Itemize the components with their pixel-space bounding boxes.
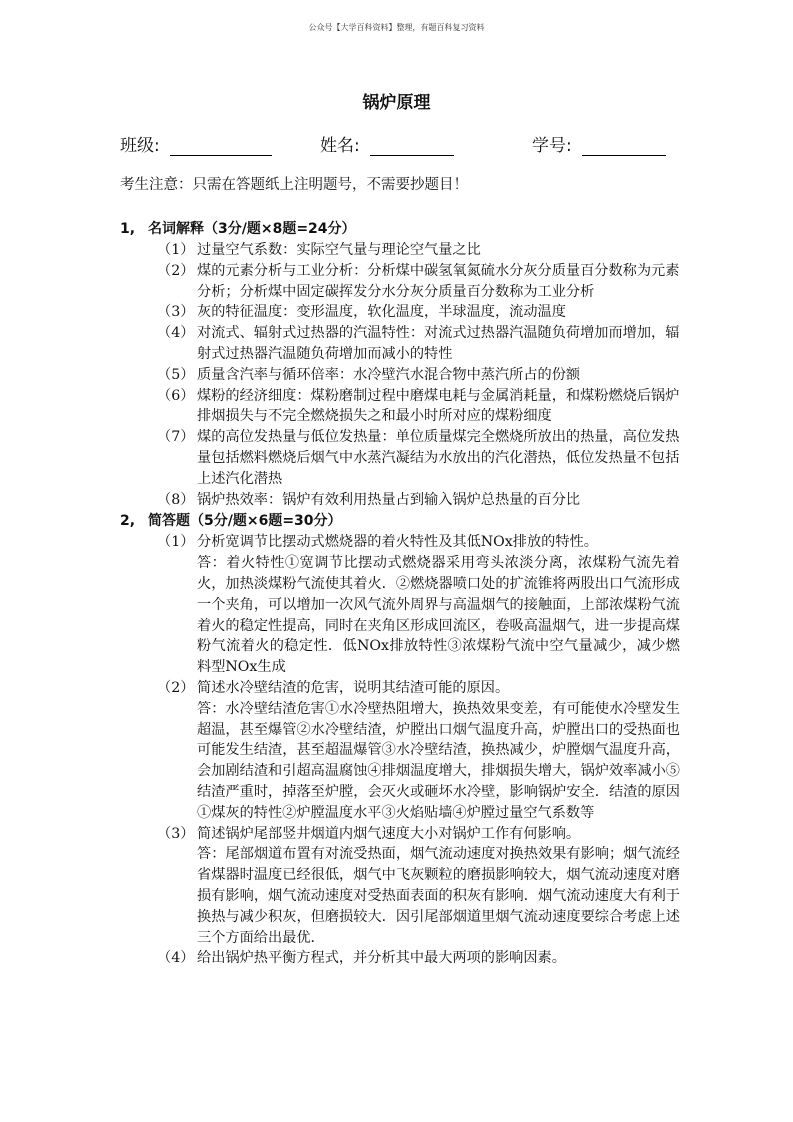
list-item	[120, 678, 680, 824]
item-text: 质量含汽率与循环倍率：水冷壁汽水混合物中蒸汽所占的份额	[197, 366, 581, 383]
item-number: （2）	[157, 679, 195, 696]
item-text: 过量空气系数：实际空气量与理论空气量之比	[197, 242, 481, 258]
class-blank[interactable]	[170, 137, 272, 156]
item-text: 煤的元素分析与工业分析：分析煤中碳氢氧氮硫水分灰分质量百分数称为元素分析；分析煤中固定碳挥发分水分灰分质量百分数称为工业分析	[197, 262, 680, 300]
list-item	[120, 302, 680, 323]
class-label: 班级:	[120, 136, 160, 156]
section-short-answer	[120, 510, 680, 969]
item-number: （3）	[157, 825, 195, 842]
name-field	[320, 131, 454, 156]
header-note: 公众号【大学百科资料】整理，有题百科复习资料	[308, 23, 485, 32]
section-title: 简答题（5分/题×6题=30分）	[148, 513, 342, 530]
item-number: （2）	[157, 262, 195, 279]
list-item	[120, 824, 680, 949]
id-label: 学号:	[532, 136, 572, 156]
list-item	[120, 240, 680, 261]
class-field	[120, 131, 272, 156]
item-number: （1）	[157, 534, 195, 551]
answer-text: 答：水冷壁结渣危害①水冷壁热阻增大，换热效果变差，有可能使水冷壁发生超温，甚至爆管②水冷壁结渣，炉膛出口烟气温度升高，炉膛出口的受热面也可能发生结渣，甚至超温爆管③水冷壁结渣，换热减少，炉膛烟气温度升高，会加剧结渣和引超高温腐蚀④排烟温度增大，排烟损失增大，锅炉效率减小⑤结渣严重时，掉落至炉膛，会灭火或砸坏水冷壁，影响锅炉安全．结渣的原因①煤灰的特性②炉膛温度水平③火焰贴墙④炉膛过量空气系数等	[197, 700, 680, 821]
item-text: 对流式、辐射式过热器的汽温特性：对流式过热器汽温随负荷增加而增加，辐射式过热器汽温随负荷增加而减小的特性	[197, 325, 680, 362]
section-number: 2,	[120, 513, 136, 530]
list-item	[120, 490, 680, 511]
section-heading	[120, 218, 680, 240]
id-blank[interactable]	[582, 137, 666, 156]
list-item	[120, 386, 680, 428]
item-number: （7）	[157, 429, 195, 446]
section-number: 1,	[120, 221, 136, 237]
list-item	[120, 261, 680, 303]
item-text: 煤粉的经济细度：煤粉磨制过程中磨煤电耗与金属消耗量，和煤粉燃烧后锅炉排烟损失与不完全燃烧损失之和最小时所对应的煤粉细度	[197, 387, 680, 425]
exam-content	[120, 218, 680, 969]
page-title: 锅炉原理	[362, 93, 431, 113]
list-item	[120, 532, 680, 678]
section-heading	[120, 510, 680, 532]
list-item	[120, 427, 680, 489]
item-number: （8）	[157, 491, 195, 508]
item-number: （6）	[157, 387, 195, 404]
section-title: 名词解释（3分/题×8题=24分）	[148, 221, 356, 237]
question-text: 简述锅炉尾部竖井烟道内烟气速度大小对锅炉工作有何影响。	[197, 825, 581, 842]
item-number: （5）	[157, 366, 195, 383]
item-text: 灰的特征温度：变形温度，软化温度，半球温度，流动温度	[197, 304, 566, 321]
student-info-row	[120, 131, 680, 157]
item-number: （4）	[157, 325, 195, 342]
name-blank[interactable]	[370, 137, 454, 156]
item-number: （3）	[157, 304, 195, 321]
list-item	[120, 365, 680, 386]
answer-text: 答：尾部烟道布置有对流受热面，烟气流动速度对换热效果有影响；烟气流经省煤器时温度已经很低，烟气中飞灰颗粒的磨损影响较大，烟气流动速度对磨损有影响，烟气流动速度对受热面表面的积灰有影响．烟气流动速度大有利于换热与减少积灰，但磨损较大．因引尾部烟道里烟气流动速度要综合考虑上述三个方面给出最优．	[197, 846, 680, 946]
item-number: （4）	[157, 950, 195, 967]
item-number: （1）	[157, 242, 195, 258]
question-text: 简述水冷壁结渣的危害，说明其结渣可能的原因。	[197, 679, 510, 696]
name-label: 姓名:	[320, 136, 360, 156]
list-item	[120, 948, 680, 969]
list-item	[120, 323, 680, 365]
question-text: 分析宽调节比摆动式燃烧器的着火特性及其低NOx排放的特性。	[197, 534, 598, 551]
question-text: 给出锅炉热平衡方程式，并分析其中最大两项的影响因素。	[197, 950, 566, 967]
item-text: 锅炉热效率：锅炉有效利用热量占到输入锅炉总热量的百分比	[197, 491, 581, 508]
id-field	[532, 131, 666, 156]
section-definitions	[120, 218, 680, 510]
answer-text: 答：着火特性①宽调节比摆动式燃烧器采用弯头浓淡分离，浓煤粉气流先着火，加热淡煤粉气流使其着火．②燃烧器喷口处的扩流锥将两股出口气流形成一个夹角，可以增加一次风气流外周界与高温烟气的接触面，上部浓煤粉气流着火的稳定性提高，同时在夹角区形成回流区，卷吸高温烟气，进一步提高煤粉气流着火的稳定性．低NOx排放特性③浓煤粉气流中空气量减少，减少燃料型NOx生成	[197, 555, 680, 676]
exam-notice: 考生注意：只需在答题纸上注明题号，不需要抄题目！	[120, 177, 468, 193]
item-text: 煤的高位发热量与低位发热量：单位质量煤完全燃烧所放出的热量，高位发热量包括燃料燃烧后烟气中水蒸汽凝结为水放出的汽化潜热，低位发热量不包括上述汽化潜热	[197, 429, 680, 487]
